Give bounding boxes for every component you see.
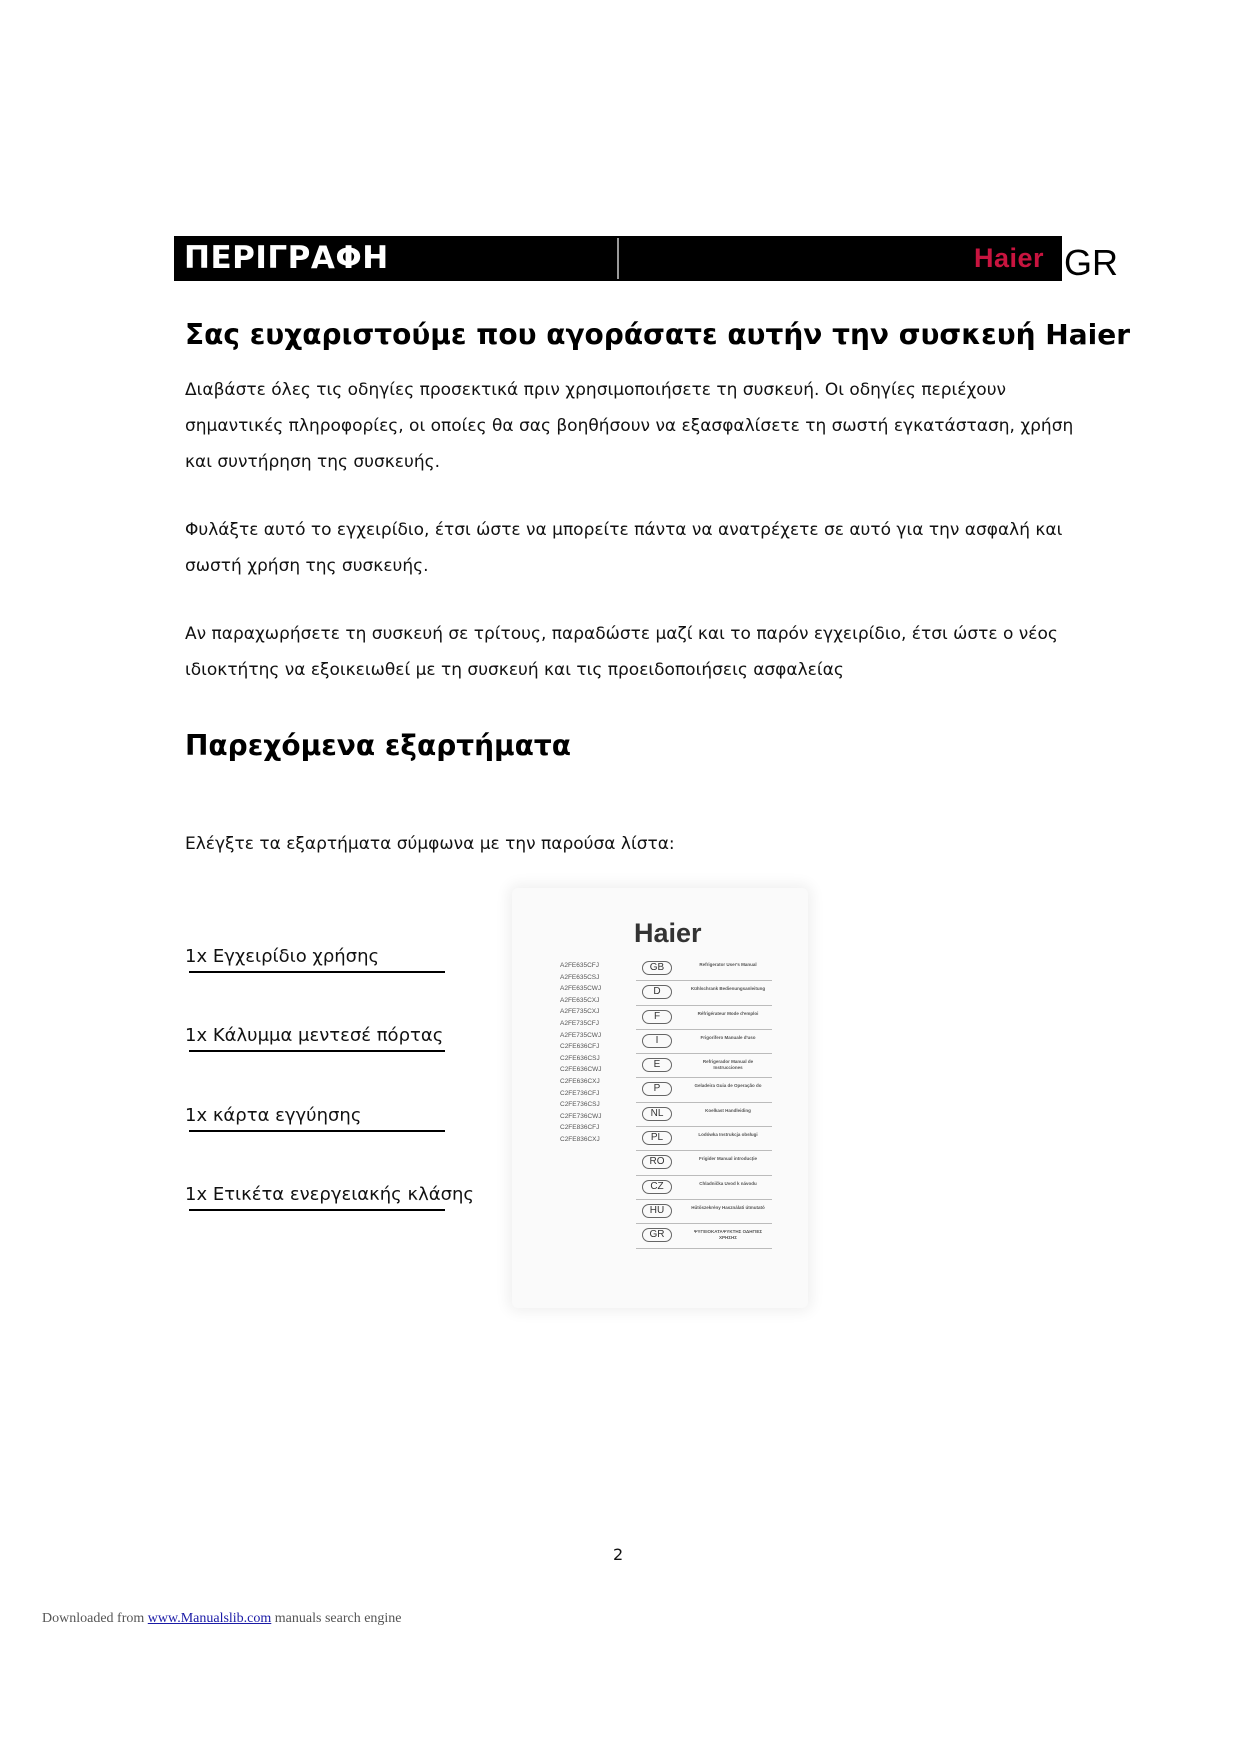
model-number: C2FE636CXJ bbox=[560, 1077, 600, 1085]
language-title: Frigorifero Manuale d'uso bbox=[700, 1034, 756, 1040]
model-list bbox=[560, 960, 602, 1146]
model-number: C2FE836CXJ bbox=[560, 1135, 600, 1143]
accessory-item bbox=[185, 1184, 474, 1211]
language-list bbox=[636, 957, 772, 1249]
accessory-item bbox=[185, 946, 447, 973]
language-title: Refrigerator User's Manual bbox=[699, 962, 757, 967]
thank-you-heading: Σας ευχαριστούμε που αγοράσατε αυτήν την συσκευή Haier bbox=[185, 318, 1131, 351]
underline bbox=[189, 1130, 445, 1132]
language-title: Koelkast Handleiding bbox=[705, 1107, 751, 1113]
language-badge: D bbox=[642, 985, 672, 999]
manual-brand-logo: Haier bbox=[634, 918, 702, 948]
language-badge: P bbox=[642, 1082, 672, 1096]
model-number: A2FE635CSJ bbox=[560, 973, 600, 981]
language-row bbox=[636, 957, 772, 981]
accessories-heading: Παρεχόμενα εξαρτήματα bbox=[185, 729, 571, 762]
language-row bbox=[636, 1054, 772, 1078]
language-row bbox=[636, 981, 772, 1005]
underline bbox=[189, 971, 445, 973]
accessory-label: 1x Εγχειρίδιο χρήσης bbox=[185, 946, 380, 967]
model-number: A2FE735CFJ bbox=[560, 1019, 600, 1027]
language-row bbox=[636, 1103, 772, 1127]
language-row bbox=[636, 1127, 772, 1151]
accessory-item bbox=[185, 1025, 447, 1052]
paragraph-read-instructions: Διαβάστε όλες τις οδηγίες προσεκτικά πριν χρησιμοποιήσετε τη συσκευή. Οι οδηγίες περιέχουν σημαντικές πληροφορίες, οι οποίες θα σας βοηθήσουν να εξασφαλίσετε τη σωστή εγκατάσταση, χρήση και συντήρηση της συσκευής. bbox=[185, 380, 1074, 472]
footer-suffix: manuals search engine bbox=[274, 1611, 402, 1626]
model-number: A2FE635CWJ bbox=[560, 985, 602, 993]
model-number: A2FE735CXJ bbox=[560, 1008, 600, 1016]
language-row bbox=[636, 1176, 772, 1200]
section-title: ΠΕΡΙΓΡΑΦΗ bbox=[184, 240, 389, 276]
language-badge: CZ bbox=[642, 1180, 672, 1194]
model-number: C2FE636CFJ bbox=[560, 1043, 600, 1051]
language-title: Refrigerador Manual de Instrucciones bbox=[702, 1059, 754, 1070]
language-badge: F bbox=[642, 1010, 672, 1024]
language-title: Réfrigérateur Mode d'emploi bbox=[697, 1010, 759, 1016]
paragraph-third-party: Αν παραχωρήσετε τη συσκευή σε τρίτους, παραδώστε μαζί και το παρόν εγχειρίδιο, έτσι ώστε ο νέος ιδιοκτήτης να εξοικειωθεί με τη συσκευή και τις προειδοποιήσεις ασφαλείας bbox=[185, 624, 1058, 680]
footer-prefix: Downloaded from bbox=[42, 1611, 145, 1626]
language-title: Frigider Manual introducție bbox=[698, 1156, 757, 1162]
underline bbox=[189, 1050, 445, 1052]
accessories-intro: Ελέγξτε τα εξαρτήματα σύμφωνα με την παρούσα λίστα: bbox=[185, 834, 675, 854]
language-badge: GB bbox=[642, 961, 672, 975]
language-badge: I bbox=[642, 1034, 672, 1048]
model-number: C2FE736CWJ bbox=[560, 1112, 602, 1120]
accessory-label: 1x Ετικέτα ενεργειακής κλάσης bbox=[185, 1184, 474, 1205]
user-manual-cover-image bbox=[512, 888, 808, 1308]
language-row bbox=[636, 1151, 772, 1175]
underline bbox=[189, 1209, 445, 1211]
language-code: GR bbox=[1064, 242, 1118, 283]
model-number: C2FE836CFJ bbox=[560, 1124, 600, 1132]
manualslib-link[interactable]: www.Manualslib.com bbox=[147, 1611, 272, 1626]
language-row bbox=[636, 1078, 772, 1102]
page-number: 2 bbox=[613, 1545, 624, 1564]
language-row bbox=[636, 1030, 772, 1054]
language-row bbox=[636, 1006, 772, 1030]
language-badge: HU bbox=[642, 1204, 672, 1218]
model-number: A2FE635CXJ bbox=[560, 996, 600, 1004]
model-number: C2FE636CSJ bbox=[560, 1054, 600, 1062]
language-title: Kühlschrank Bedienungsanleitung bbox=[690, 986, 766, 992]
language-badge: E bbox=[642, 1058, 672, 1072]
language-title: Geladeira Guia de Operação do bbox=[694, 1083, 762, 1089]
language-title: Lodówka Instrukcja obsługi bbox=[698, 1132, 758, 1138]
language-row bbox=[636, 1224, 772, 1248]
language-badge: RO bbox=[642, 1155, 672, 1169]
model-number: C2FE636CWJ bbox=[560, 1066, 602, 1074]
model-number: C2FE736CFJ bbox=[560, 1089, 600, 1097]
accessory-label: 1x Κάλυμμα μεντεσέ πόρτας bbox=[185, 1025, 444, 1046]
language-title: Hűtőszekrény Használati útmutató bbox=[691, 1204, 765, 1210]
language-title: ΨΥΓΕΙΟΚΑΤΑΨΥΚΤΗΣ ΟΔΗΓΙΕΣ ΧΡΗΣΗΣ bbox=[693, 1229, 763, 1240]
accessory-item bbox=[185, 1105, 447, 1132]
language-badge: PL bbox=[642, 1131, 672, 1145]
header-divider bbox=[617, 238, 619, 279]
accessory-label: 1x κάρτα εγγύησης bbox=[185, 1105, 362, 1126]
language-row bbox=[636, 1200, 772, 1224]
model-number: C2FE736CSJ bbox=[560, 1101, 600, 1109]
language-badge: GR bbox=[642, 1228, 672, 1242]
model-number: A2FE635CFJ bbox=[560, 962, 600, 969]
section-header-bar bbox=[174, 236, 1062, 281]
brand-logo: Haier bbox=[973, 243, 1044, 273]
model-number: A2FE735CWJ bbox=[560, 1031, 602, 1039]
download-footer bbox=[42, 1611, 402, 1627]
language-badge: NL bbox=[642, 1107, 672, 1121]
language-title: Chladnička Uvod k návodu bbox=[699, 1180, 757, 1186]
paragraph-keep-manual: Φυλάξτε αυτό το εγχειρίδιο, έτσι ώστε να μπορείτε πάντα να ανατρέχετε σε αυτό για την ασφαλή και σωστή χρήση της συσκευής. bbox=[185, 520, 1063, 576]
